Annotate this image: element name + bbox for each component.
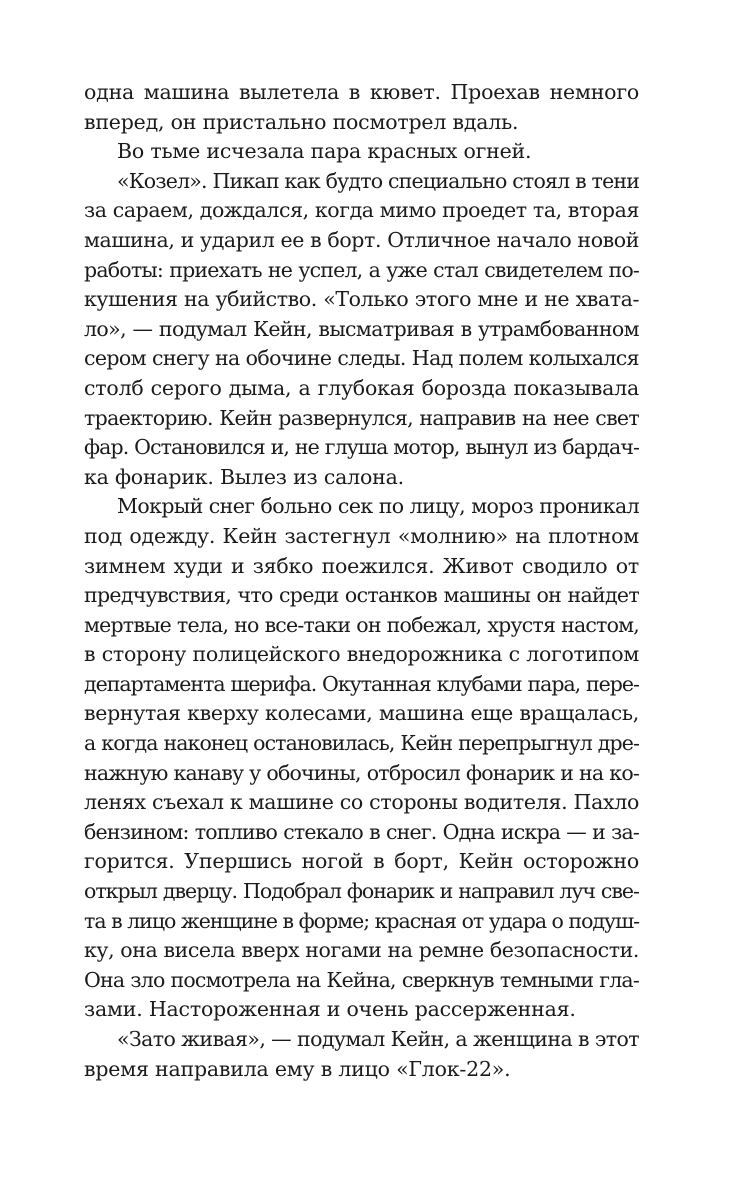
text-line: «Зато живая», — подумал Кейн, а женщина в этот [117,1027,639,1051]
text-line: Во тьме исчезала пара красных огней. [117,139,532,164]
text-line: ку, она висела вверх ногами на ремне безопасности. [84,938,640,963]
text-line: работы: приехать не успел, а уже стал свидетелем по- [84,257,639,282]
text-line: открыл дверцу. Подобрал фонарик и направил луч све- [84,879,639,904]
book-page-text [84,78,639,1084]
text-line: вперед, он пристально посмотрел вдаль. [84,109,519,134]
text-line: мертвые тела, но все-таки он побежал, хрустя настом, [84,612,639,637]
text-line: за сараем, дождался, когда мимо проедет та, вторая [84,198,639,223]
text-line: ло», — подумал Кейн, высматривая в утрамбованном [84,316,639,341]
text-line: траекторию. Кейн развернулся, направив на нее свет [84,405,639,430]
text-line: Мокрый снег больно сек по лицу, мороз проникал [117,494,639,519]
text-line: зимнем худи и зябко поежился. Живот сводило от [84,553,639,578]
text-line: в сторону полицейского внедорожника с логотипом [84,642,639,667]
text-line: департамента шерифа. Окутанная клубами пара, пере- [84,671,639,696]
text-line: бензином: топливо стекало в снег. Одна искра — и за- [84,819,639,844]
text-line: столб серого дыма, а глубокая борозда показывала [84,375,639,400]
text-line: ленях съехал к машине со стороны водителя. Пахло [84,790,640,815]
text-line: одна машина вылетела в кювет. Проехав немного [84,80,639,104]
text-line: под одежду. Кейн застегнул «молнию» на плотном [84,523,639,548]
text-line: вернутая кверху колесами, машина еще вращалась, [84,701,639,726]
text-line: а когда наконец остановилась, Кейн перепрыгнул дре- [84,731,639,756]
text-line: машина, и ударил ее в борт. Отличное начало новой [84,227,639,252]
text-line: сером снегу на обочине следы. Над полем колыхался [84,346,639,371]
text-line: время направила ему в лицо «Глок-22». [84,1056,511,1081]
text-line: горится. Упершись ногой в борт, Кейн осторожно [84,849,639,874]
text-line: фар. Остановился и, не глуша мотор, вынул из бардач- [84,435,639,460]
text-line: Она зло посмотрела на Кейна, сверкнув темными гла- [84,967,639,992]
text-line: та в лицо женщине в форме; красная от удара о подуш- [84,908,640,933]
text-line: кушения на убийство. «Только этого мне и не хвата- [84,287,639,312]
text-line: предчувствия, что среди останков машины он найдет [84,583,639,608]
text-line: зами. Настороженная и очень рассерженная. [84,997,576,1022]
text-line: нажную канаву у обочины, отбросил фонарик и на ко- [84,760,639,785]
text-line: ка фонарик. Вылез из салона. [84,464,404,489]
text-line: «Козел». Пикап как будто специально стоял в тени [117,168,640,193]
